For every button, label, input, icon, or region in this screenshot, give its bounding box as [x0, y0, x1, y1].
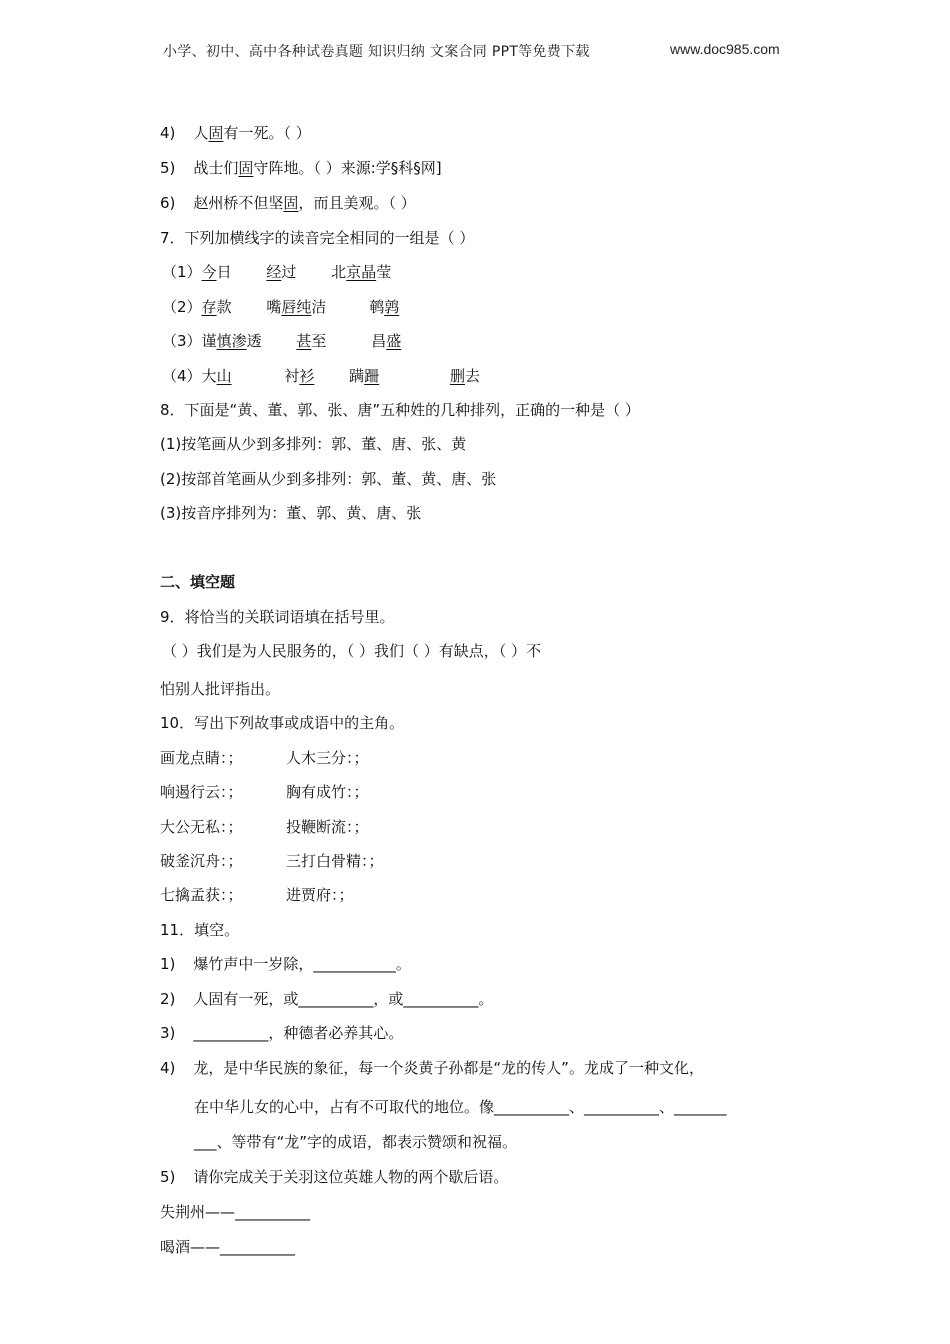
q10-item: 大公无私：；	[160, 818, 243, 836]
q8-option-1: (1)按笔画从少到多排列：郭、董、唐、张、黄	[160, 435, 467, 453]
xiehouyu-2: 喝酒——__________	[160, 1238, 296, 1256]
q8-title: 8．下面是“黄、董、郭、张、唐”五种姓的几种排列，正确的一种是（ ）	[160, 401, 640, 419]
q7-row-2: （2）存款 嘴唇纯洁 鹌鹑	[162, 298, 400, 316]
q7-row-1: （1）今日 经过 北京晶莹	[162, 263, 392, 281]
q6-item-4: 4) 人固有一死。（ ）	[160, 124, 311, 142]
xiehouyu-1: 失荆州——__________	[160, 1203, 311, 1221]
q8-option-2: (2)按部首笔画从少到多排列：郭、董、黄、唐、张	[160, 470, 497, 488]
q7-row-3: （3）谨慎渗透 甚至 昌盛	[162, 332, 402, 350]
q10-item: 响遏行云：；	[160, 783, 243, 801]
q11-item-4-line-3: ___、等带有“龙”字的成语，都表示赞颂和祝福。	[194, 1133, 518, 1151]
section-title: 二、填空题	[160, 573, 236, 591]
q9-line-2: 怕别人批评指出。	[160, 680, 281, 698]
page-header-url[interactable]: www.doc985.com	[670, 41, 780, 57]
q10-item: 进贾府：；	[286, 886, 354, 904]
q7-row-4: （4）大山 衬衫 蹒跚 删去	[162, 367, 481, 385]
q10-item: 投鞭断流：；	[286, 818, 369, 836]
q6-item-6: 6) 赵州桥不但坚固，而且美观。（ ）	[160, 194, 416, 212]
q11-item-2: 2) 人固有一死，或__________，或__________。	[160, 990, 494, 1008]
q9-line-1: （ ）我们是为人民服务的，（ ）我们（ ）有缺点，（ ）不	[162, 642, 542, 660]
q10-item: 人木三分：；	[286, 749, 369, 767]
q9-title: 9．将恰当的关联词语填在括号里。	[160, 608, 395, 626]
q7-title: 7．下列加横线字的读音完全相同的一组是（ ）	[160, 229, 475, 247]
q8-option-3: (3)按音序排列为：董、郭、黄、唐、张	[160, 504, 422, 522]
q10-item: 画龙点睛：；	[160, 749, 243, 767]
q10-item: 破釜沉舟：；	[160, 852, 243, 870]
q11-item-4-line-2: 在中华儿女的心中，占有不可取代的地位。像__________、__________、_______	[194, 1098, 727, 1116]
q6-item-5: 5) 战士们固守阵地。（ ）来源:学§科§网]	[160, 159, 442, 177]
q10-title: 10．写出下列故事或成语中的主角。	[160, 714, 405, 732]
q10-item: 三打白骨精：；	[286, 852, 384, 870]
q11-item-5: 5) 请你完成关于关羽这位英雄人物的两个歇后语。	[160, 1168, 509, 1186]
page-header-text: 小学、初中、高中各种试卷真题 知识归纳 文案合同 PPT等免费下载	[163, 44, 590, 60]
q11-item-4: 4) 龙，是中华民族的象征，每一个炎黄子孙都是“龙的传人”。龙成了一种文化，	[160, 1059, 704, 1077]
q11-title: 11．填空。	[160, 921, 240, 939]
q11-item-3: 3) __________，种德者必养其心。	[160, 1024, 404, 1042]
q10-item: 胸有成竹：；	[286, 783, 369, 801]
q11-item-1: 1) 爆竹声中一岁除，___________。	[160, 955, 411, 973]
q10-item: 七擒孟获：；	[160, 886, 243, 904]
